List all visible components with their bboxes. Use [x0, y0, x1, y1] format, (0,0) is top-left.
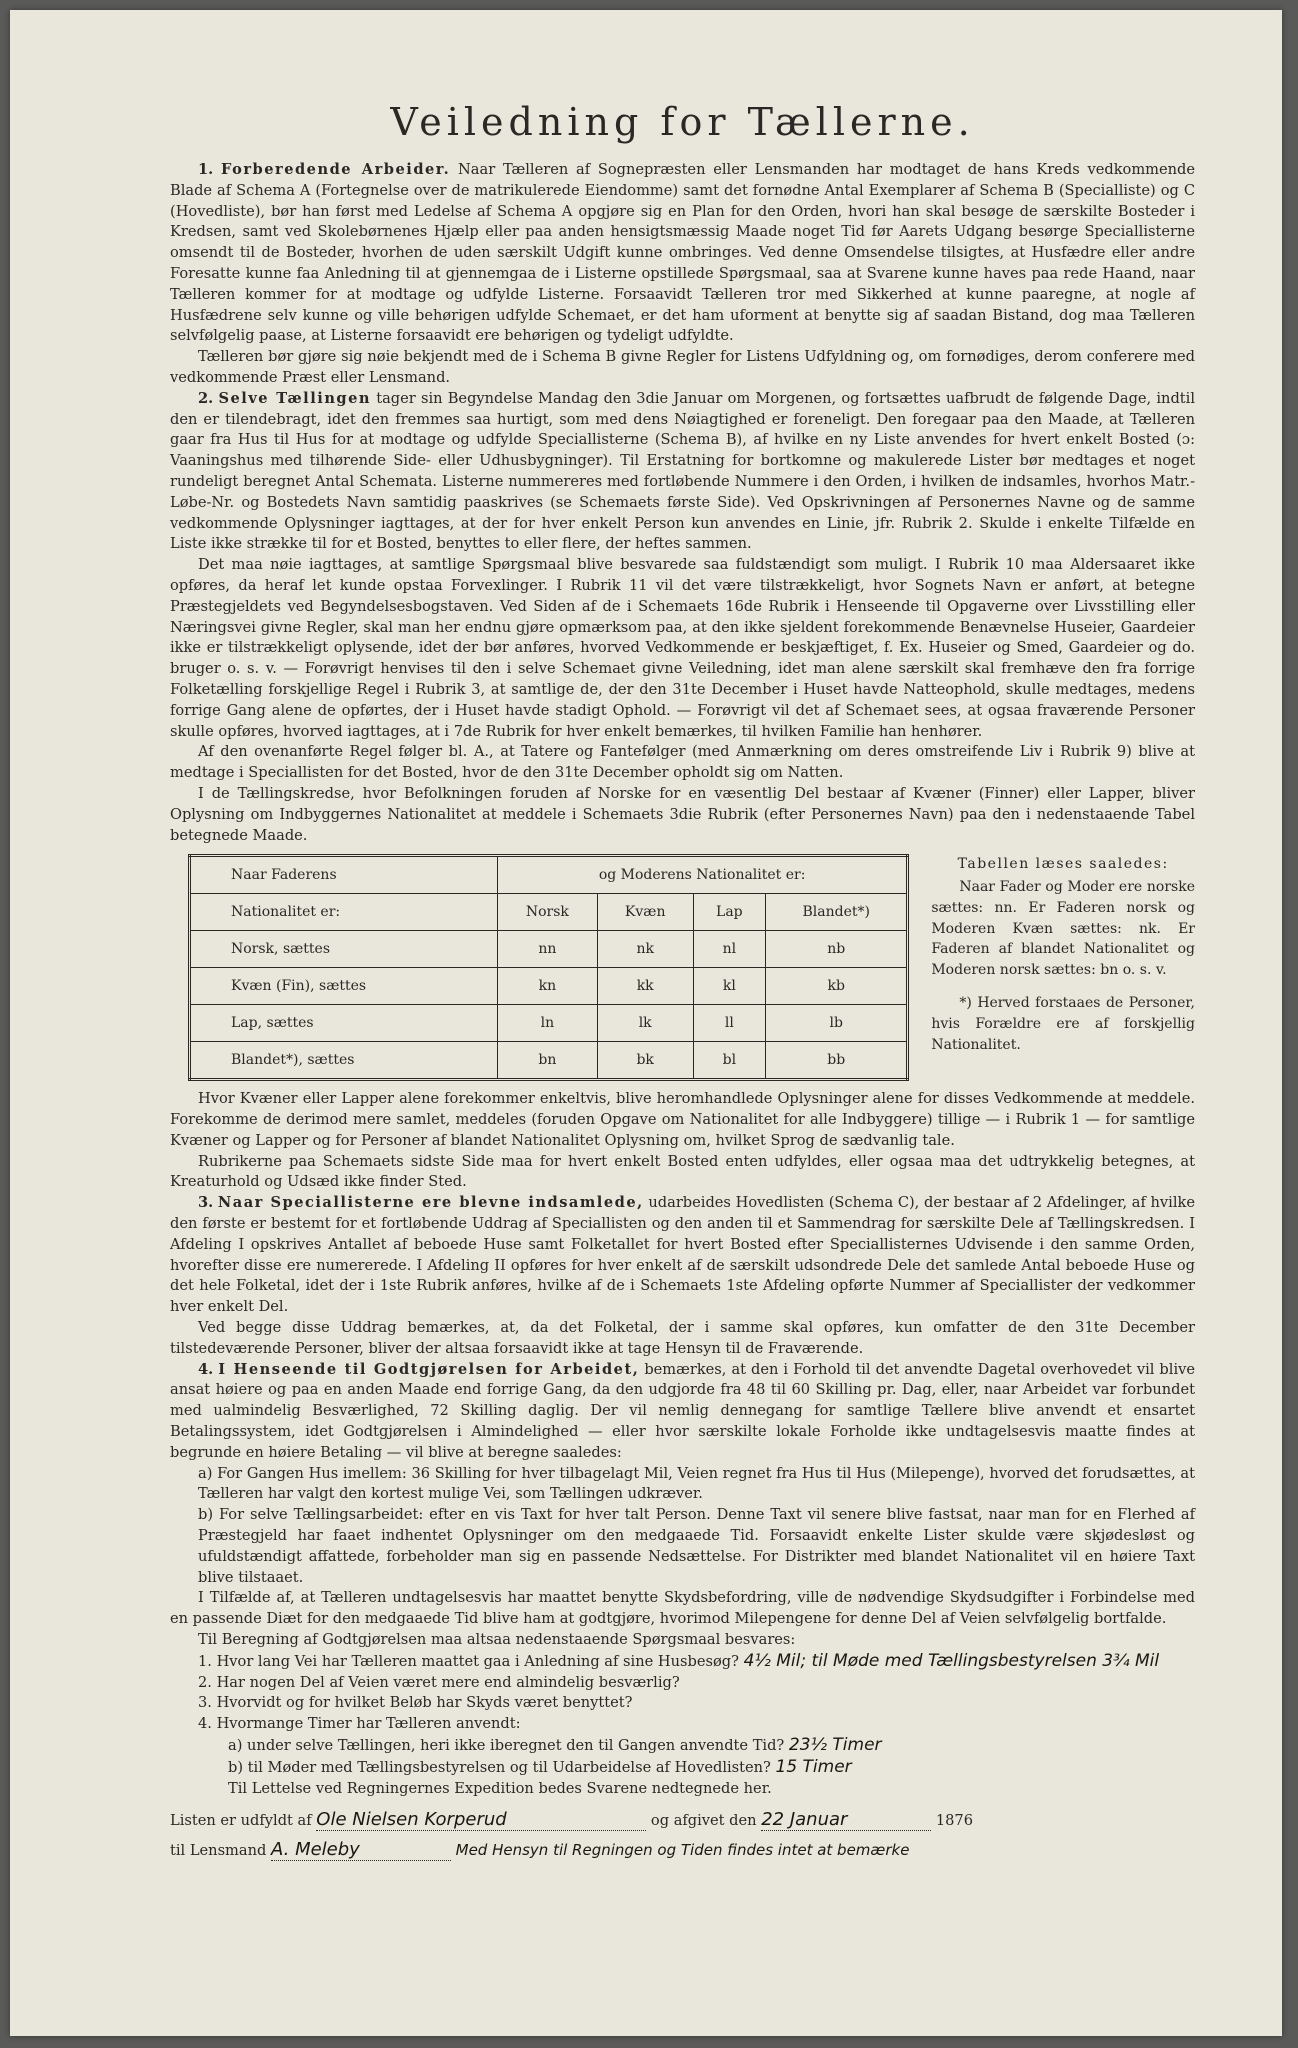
- lensmand-field: [271, 1839, 451, 1861]
- counter-signature: Ole Nielsen Korperud: [316, 1809, 507, 1831]
- answer-1-handwritten: 4½ Mil; til Møde med Tællingsbestyrelsen 3¾ Mil: [743, 1650, 1160, 1671]
- lensmand-signature: A. Meleby: [270, 1839, 360, 1861]
- answer-4b-handwritten: 15 Timer: [775, 1756, 852, 1777]
- table-subheader-row: [190, 894, 908, 931]
- section-3-heading: Naar Speciallisterne ere blevne indsamlede,: [217, 1194, 644, 1212]
- nationality-table: [188, 854, 909, 1081]
- table-row: [190, 1005, 908, 1042]
- table-col-header: Blandet*): [766, 894, 908, 931]
- table-row: [190, 1042, 908, 1080]
- section-4-heading: I Henseende til Godtgjørelsen for Arbeidet,: [218, 1360, 640, 1378]
- section-2-paragraph-6: Rubrikerne paa Schemaets sidste Side maa for hvert enkelt Bosted enten udfyldes, eller ogsaa maa det udtrykkelig betegnes, at Kreaturhold og Udsæd ikke finder Sted.: [170, 1152, 1195, 1191]
- table-col-header: Kvæn: [597, 894, 693, 931]
- nationality-block: [188, 854, 1195, 1081]
- table-cell: bb: [766, 1042, 908, 1080]
- table-row-label: Lap, sættes: [190, 1005, 498, 1042]
- question-4b-text: b) til Møder med Tællingsbestyrelsen og til Udarbeidelse af Hovedlisten?: [228, 1758, 771, 1776]
- question-4b: [170, 1757, 1195, 1779]
- table-col-header: Norsk: [497, 894, 597, 931]
- table-explanation: [931, 854, 1195, 1081]
- table-explanation-title: Tabellen læses saaledes:: [957, 856, 1169, 873]
- section-1-paragraph-1: [170, 160, 1195, 347]
- filled-by-label: Listen er udfyldt af: [170, 1812, 312, 1830]
- section-4-item-b: b) For selve Tællingsarbeidet: efter en vis Taxt for hver talt Person. Denne Taxt vil senere blive fastsat, naar man for en Flerhed af Præstegjeld har faaet indhentet Oplysninger om den medgaaede Tid. Forsaavidt enkelte Lister skulde være skjødesløst og ufuldstændigt affattede, forbeholder man sig en passende Nedsættelse. For Distrikter med blandet Nationalitet vil en høiere Taxt blive tilstaaet.: [198, 1506, 1195, 1586]
- section-1-paragraph-2: Tælleren bør gjøre sig nøie bekjendt med de i Schema B givne Regler for Listens Udfyldning og, om fornødiges, derom conferere med vedkommende Præst eller Lensmand.: [170, 348, 1195, 386]
- lensmand-label: til Lensmand: [170, 1842, 267, 1860]
- question-1-text: 1. Hvor lang Vei har Tælleren maattet gaa i Anledning af sine Husbesøg?: [198, 1652, 739, 1670]
- table-row: [190, 931, 908, 968]
- section-4-paragraph-2: I Tilfælde af, at Tælleren undtagelsesvis har maattet benytte Skydsbefordring, ville de nødvendige Skydsudgifter i Forbindelse med en passende Diæt for den medgaaede Tid blive ham at godtgjøre, hvorimod Milepengene for denne Del af Veien selvfølgelig bortfalde.: [170, 1589, 1195, 1628]
- lensmand-line: [170, 1839, 1195, 1867]
- table-cell: nl: [693, 931, 766, 968]
- table-row: [190, 968, 908, 1005]
- section-2-text: tager sin Begyndelse Mandag den 3die Januar om Morgenen, og fortsættes uafbrudt de følgende Dage, indtil den er tilendebragt, idet den fremmes saa hurtigt, som med dens Nøiagtighed er foreneligt. Den foregaar paa den Maade, at Tælleren gaar fra Hus til Hus for at modtage og udfylde Speciallisterne (Schema B), af hvilke en ny Liste anvendes for hvert enkelt Bosted (ɔ: Vaaningshus med tilhørende Side- eller Udhusbygninger). Til Erstatning for bortkomne og makulerede Lister bør medtages et noget rundeligt beregnet Antal Schemata. Listerne nummereres med fortløbende Nummere i den Orden, i hvilken de indsamles, hvorhos Matr.-Løbe-Nr. og Bostedets Navn samtidig paaskrives (se Schemaets første Side). Ved Opskrivningen af Personernes Navne og de samme vedkommende Oplysninger iagttages, at der for hver enkelt Person kun anvendes en Linie, jfr. Rubrik 2. Skulde i enkelte Tilfælde en Liste ikke strække til for et Bosted, benyttes to eller flere, der heftes sammen.: [170, 389, 1196, 553]
- table-row-label: Blandet*), sættes: [190, 1042, 498, 1080]
- table-cell: bn: [497, 1042, 597, 1080]
- section-2-paragraph-3: Af den ovenanførte Regel følger bl. A., at Tatere og Fantefølger (med Anmærkning om deres omstreifende Liv i Rubrik 9) blive at medtage i Speciallisten for det Bosted, hvor de den 31te December opholdt sig om Natten.: [170, 743, 1195, 782]
- table-group-header: og Moderens Nationalitet er:: [497, 856, 907, 894]
- section-1-text: Naar Tælleren af Sognepræsten eller Lensmanden har modtaget de hans Kreds vedkommende Blade af Schema A (Fortegnelse over de matrikulerede Eiendomme) samt det fornødne Antal Exemplarer af Schema B (Specialliste) og C (Hovedliste), bør han først med Ledelse af Schema A opgjøre sig en Plan for den Orden, hvori han skal besøge de særskilte Bosteder i Kredsen, samt ved Skolebørnenes Hjælp eller paa anden hensigtsmæssig Maade noget Tid før Aarets Udgang besørge Speciallisterne omsendt til de Bosteder, hvorhen de uden særskilt Udgift kunne ombringes. Ved denne Omsendelse tilsigtes, at Husfædre eller andre Foresatte kunne faa Anledning til at gjennemgaa de i Listerne opstillede Spørgsmaal, saa at Svarene kunne haves paa rede Haand, naar Tælleren kommer for at modtage og udfylde Listerne. Forsaavidt Tælleren tror med Sikkerhed at kunne paaregne, at nogle af Husfædrene selv kunne og ville behørigen udfylde Schemaet, er det ham uforment at benytte sig af saadan Bistand, dog maa Tælleren selvfølgelig paase, at Listerne forsaavidt ere behørigen og tydeligt udfyldte.: [170, 161, 1196, 345]
- table-cell: lb: [766, 1005, 908, 1042]
- document-content: [170, 88, 1195, 1867]
- section-4-item-a: a) For Gangen Hus imellem: 36 Skilling for hver tilbagelagt Mil, Veien regnet fra Hus til Hus (Milepenge), hvorved det forudsættes, at Tælleren har valgt den kortest mulige Vei, som Tællingen udkræver.: [198, 1464, 1195, 1503]
- document-page: [10, 10, 1282, 2036]
- question-2: 2. Har nogen Del af Veien været mere end almindelig besværlig?: [198, 1673, 680, 1691]
- table-footnote: *) Herved forstaaes de Personer, hvis Forældre ere af forskjellig Nationalitet.: [931, 995, 1195, 1053]
- table-cell: lk: [597, 1005, 693, 1042]
- answers-note: Til Lettelse ved Regningernes Expedition bedes Svarene nedtegnede her.: [228, 1779, 772, 1797]
- section-1-heading: Forberedende Arbeider.: [221, 161, 451, 178]
- section-2-paragraph-2: Det maa nøie iagttages, at samtlige Spørgsmaal blive besvarede saa fuldstændigt som muligt. I Rubrik 10 maa Aldersaaret ikke opføres, da heraf let kunde opstaa Forvexlinger. I Rubrik 11 vil det være tilstrækkeligt, hvor Sognets Navn er anført, at betegne Præstegjeldets ved Begyndelsesbogstaven. Ved Siden af de i Schemaets 16de Rubrik i Henseende til Opgaverne over Livsstilling eller Næringsvei givne Regler, skal man her endnu gjøre opmærksom paa, at den ikke sjeldent forekommende Benævnelse Huseier, Gaardeier ikke er tilstrækkeligt oplysende, idet der bør anføres, hvorved Vedkommende er beskjæftiget, f. Ex. Huseier og Smed, Gaardeier og do. bruger o. s. v. — Forøvrigt henvises til den i selve Schemaet givne Veiledning, idet man alene særskilt skal fremhæve den fra forrige Folketælling forskjellige Regel i Rubrik 3, at samtlige de, der den 31te December i Huset havde Natteophold, skulle medtages, medens forrige Gang alene de opførtes, der i Huset havde stadigt Ophold. — Forøvrigt vil det af Schemaet sees, at ogsaa fraværende Personer skulle opføres, hvorved iagttages, at i 7de Rubrik for hver enkelt bemærkes, til hvilken Familie han henhører.: [170, 556, 1195, 740]
- question-4a: [170, 1735, 1195, 1757]
- section-2-number: 2.: [198, 389, 214, 407]
- section-2-paragraph-5: Hvor Kvæner eller Lapper alene forekommer enkeltvis, blive heromhandlede Oplysninger alene for disses Vedkommende at meddele. Forekomme de derimod mere samlet, meddeles (foruden Opgave om Nationalitet for alle Indbyggere) tillige — i Rubrik 1 — for samtlige Kvæner og Lapper og for Personer af blandet Nationalitet Oplysning om, hvilket Sprog de sædvanlig tale.: [170, 1090, 1195, 1149]
- filled-by-line: [170, 1809, 1195, 1837]
- section-3-paragraph-2: Ved begge disse Uddrag bemærkes, at, da det Folketal, der i samme skal opføres, kun omfatter de den 31te December tilstedeværende Personer, bliver der altsaa forsaavidt ikke at tage Hensyn til de Fraværende.: [170, 1319, 1195, 1357]
- table-cell: nn: [497, 931, 597, 968]
- table-cell: nb: [766, 931, 908, 968]
- section-4-number: 4.: [198, 1360, 214, 1378]
- section-2-heading: Selve Tællingen: [218, 389, 372, 407]
- question-4a-text: a) under selve Tællingen, heri ikke iberegnet den til Gangen anvendte Tid?: [228, 1737, 785, 1754]
- table-explanation-text: Naar Fader og Moder ere norske sættes: nn. Er Faderen norsk og Moderen Kvæn sættes: nk. Er Faderen af blandet Nationalitet og Moderen norsk sættes: bn o. s. v.: [931, 879, 1195, 979]
- section-4-text: bemærkes, at den i Forhold til det anvendte Dagetal overhovedet vil blive ansat høiere og paa en anden Maade end forrige Gang, da den udgjorde fra 48 til 60 Skilling pr. Dag, eller, naar Arbeidet var forbundet med ualmindelig Besværlighed, 72 Skilling daglig. Der vil nemlig dennegang for samtlige Tællere blive anvendt et ensartet Betalingssystem, idet Godtgjørelsen i Almindelighed — eller hvor særskilte lokale Forholde ikke undtagelsesvis maatte findes at begrunde en høiere Betaling — vil blive at beregne saaledes:: [170, 1360, 1195, 1461]
- lensmand-remark: Med Hensyn til Regningen og Tiden findes intet at bemærke: [455, 1841, 910, 1860]
- table-row-label: Norsk, sættes: [190, 931, 498, 968]
- table-cell: nk: [597, 931, 693, 968]
- table-corner-top: Naar Faderens: [190, 856, 498, 894]
- section-2-paragraph-4: I de Tællingskredse, hvor Befolkningen foruden af Norske for en væsentlig Del bestaar af Kvæner (Finner) eller Lapper, bliver Oplysning om Indbyggernes Nationalitet at meddele i Schemaets 3die Rubrik (efter Personernes Navn) paa den i nedenstaaende Tabel betegnede Maade.: [170, 784, 1195, 844]
- table-cell: kb: [766, 968, 908, 1005]
- question-3: 3. Hvorvidt og for hvilket Beløb har Skyds været benyttet?: [198, 1694, 633, 1712]
- section-3-number: 3.: [198, 1194, 214, 1212]
- page-title: Veiledning for Tællerne.: [390, 100, 975, 144]
- answer-4a-handwritten: 23½ Timer: [788, 1735, 882, 1755]
- table-cell: ll: [693, 1005, 766, 1042]
- date-handwritten: 22 Januar: [761, 1809, 848, 1831]
- table-cell: kk: [597, 968, 693, 1005]
- table-cell: bl: [693, 1042, 766, 1080]
- section-2-paragraph-1: [170, 389, 1195, 555]
- delivered-label: og afgivet den: [650, 1812, 757, 1830]
- table-corner-bottom: Nationalitet er:: [190, 894, 498, 931]
- date-field: [761, 1809, 931, 1831]
- year-label: 1876: [935, 1812, 973, 1830]
- table-cell: kn: [497, 968, 597, 1005]
- section-4-paragraph-1: [170, 1360, 1195, 1464]
- question-1: [170, 1651, 1195, 1673]
- question-4: 4. Hvormange Timer har Tælleren anvendt:: [198, 1715, 521, 1733]
- section-3-text: udarbeides Hovedlisten (Schema C), der bestaar af 2 Afdelinger, af hvilke den første er bestemt for et fortløbende Uddrag af Speciallisten og den anden til et Sammendrag for særskilte Dele af Tællingskredsen. I Afdeling I opskrives Antallet af beboede Huse samt Folketallet for hvert Bosted efter Speciallisternes Udvisende i den samme Orden, hvorefter disse ere numererede. I Afdeling II opføres for hver enkelt af de særskilt udsondrede Dele det samlede Antal beboede Huse og det hele Folketal, idet der i 1ste Rubrik anføres, hvilke af de i Schemaets 1ste Afdeling opførte Nummer af Speciallister der vedkommer hver enkelt Del.: [170, 1194, 1195, 1316]
- section-1-number: 1.: [198, 161, 214, 178]
- table-header-row: [190, 856, 908, 894]
- filled-by-field: [316, 1809, 646, 1831]
- table-cell: ln: [497, 1005, 597, 1042]
- table-cell: kl: [693, 968, 766, 1005]
- table-col-header: Lap: [693, 894, 766, 931]
- table-row-label: Kvæn (Fin), sættes: [190, 968, 498, 1005]
- table-cell: bk: [597, 1042, 693, 1080]
- section-3-paragraph-1: [170, 1193, 1195, 1318]
- section-4-paragraph-3: Til Beregning af Godtgjørelsen maa altsaa nedenstaaende Spørgsmaal besvares:: [198, 1631, 796, 1649]
